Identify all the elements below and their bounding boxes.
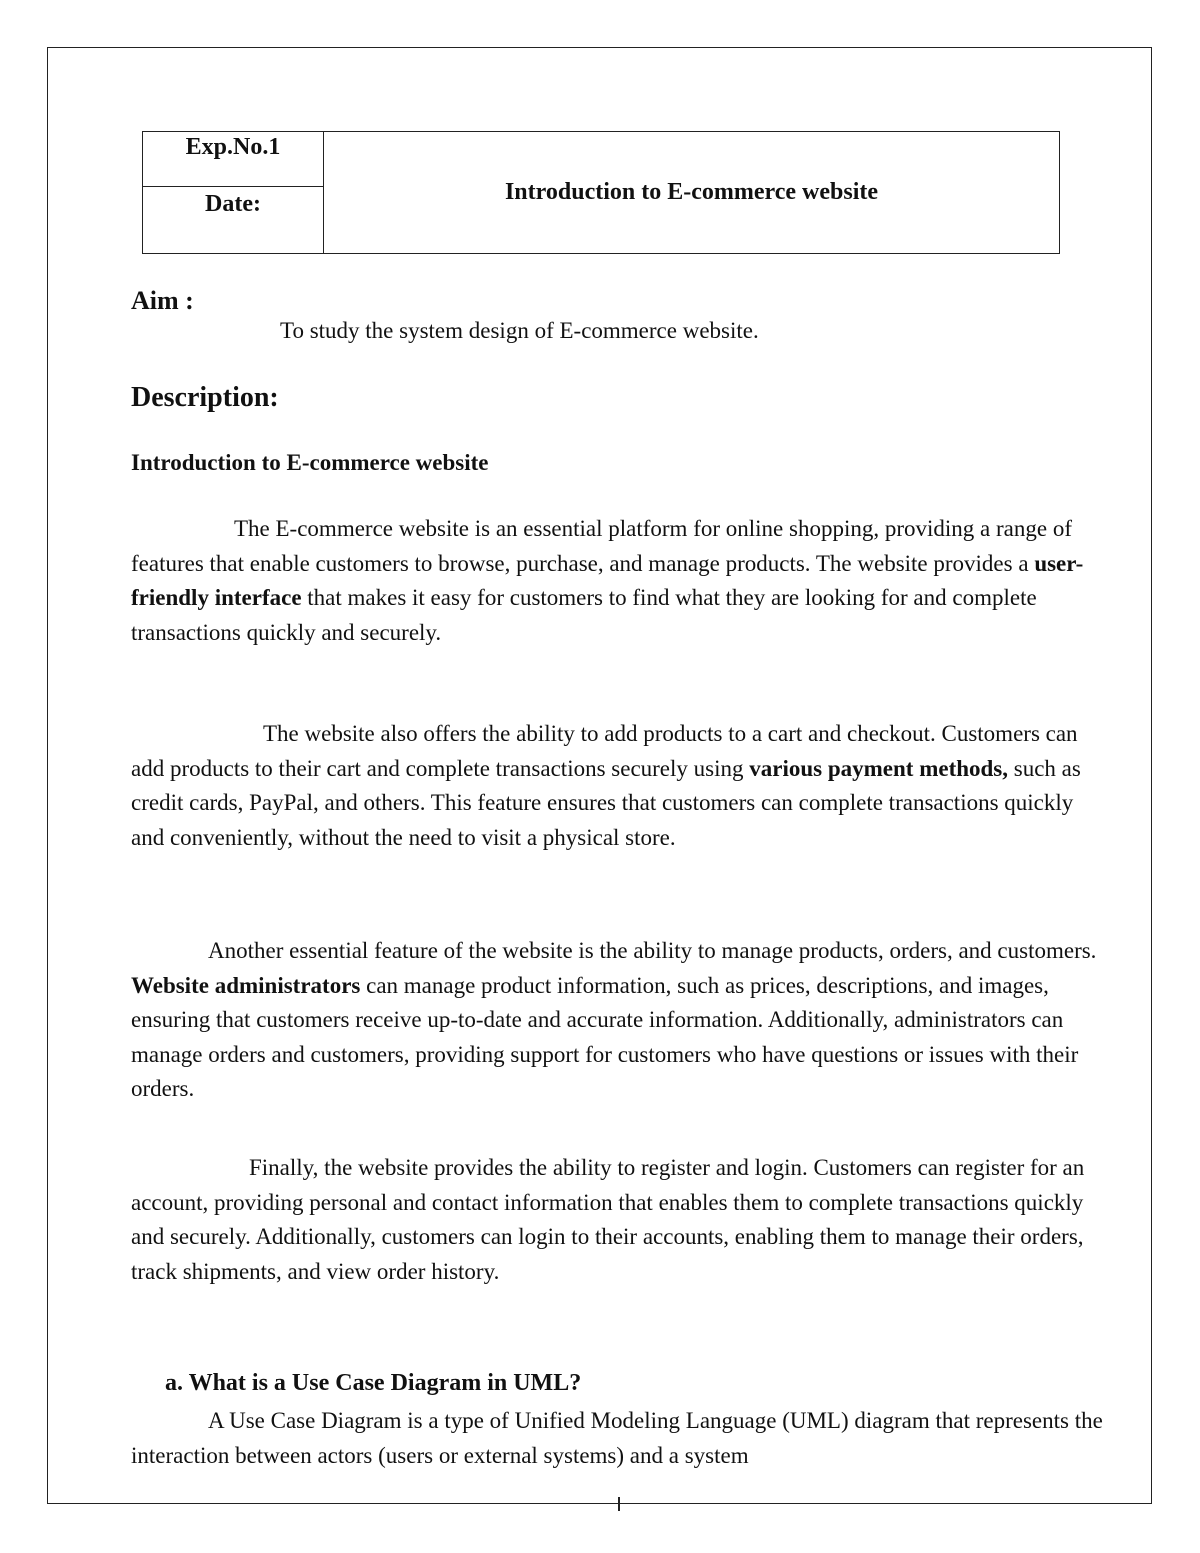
aim-heading: Aim : — [131, 286, 194, 315]
bold-phrase: Website administrators — [131, 972, 361, 998]
paragraph-intro — [131, 512, 1106, 650]
intro-subheading: Introduction to E-commerce website — [131, 450, 489, 475]
experiment-header-table — [142, 131, 1060, 254]
paragraph-text: that makes it easy for customers to find what they are looking for and complete transactions quickly and securely. — [131, 585, 1037, 645]
paragraph-cart — [131, 717, 1106, 855]
page-number-mark — [618, 1497, 620, 1511]
paragraph-text: The website also offers the ability to add products to a cart and checkout. Customers can add products to their cart and complete transactions securely using — [131, 721, 1078, 781]
paragraph-text: Another essential feature of the website is the ability to manage products, orders, and customers. — [208, 938, 1097, 963]
bold-phrase: various payment methods, — [749, 755, 1009, 781]
bold-phrase: user-friendly interface — [131, 550, 1084, 610]
paragraph-text: such as credit cards, PayPal, and others. This feature ensures that customers can complete transactions quickly and conveniently, without the need to visit a physical store. — [131, 755, 1081, 850]
paragraph-register — [131, 1151, 1106, 1289]
experiment-title: Introduction to E-commerce website — [324, 132, 1060, 254]
description-heading: Description: — [131, 382, 279, 413]
date-cell: Date: — [143, 187, 324, 254]
paragraph-text: The E-commerce website is an essential platform for online shopping, providing a range of features that enable customers to browse, purchase, and manage products. The website provides a — [131, 516, 1072, 576]
paragraph-text: can manage product information, such as prices, descriptions, and images, ensuring that customers receive up-to-date and accurate information. Additionally, administrators can manage orders and customers, providing support for customers who have questions or issues with their orders. — [131, 972, 1079, 1101]
paragraph-use-case — [131, 1404, 1106, 1473]
paragraph-admin — [131, 934, 1106, 1107]
paragraph-text: Finally, the website provides the ability to register and login. Customers can register for an account, providing personal and contact information that enables them to complete transactions quickly and securely. Additionally, customers can login to their accounts, enabling them to manage their orders, track shipments, and view order history. — [131, 1155, 1085, 1284]
aim-text: To study the system design of E-commerce website. — [280, 318, 759, 343]
exp-no-cell: Exp.No.1 — [143, 132, 324, 187]
paragraph-text: A Use Case Diagram is a type of Unified Modeling Language (UML) diagram that represents the interaction between actors (users or external systems) and a system — [131, 1408, 1103, 1468]
use-case-heading: a. What is a Use Case Diagram in UML? — [165, 1370, 582, 1396]
